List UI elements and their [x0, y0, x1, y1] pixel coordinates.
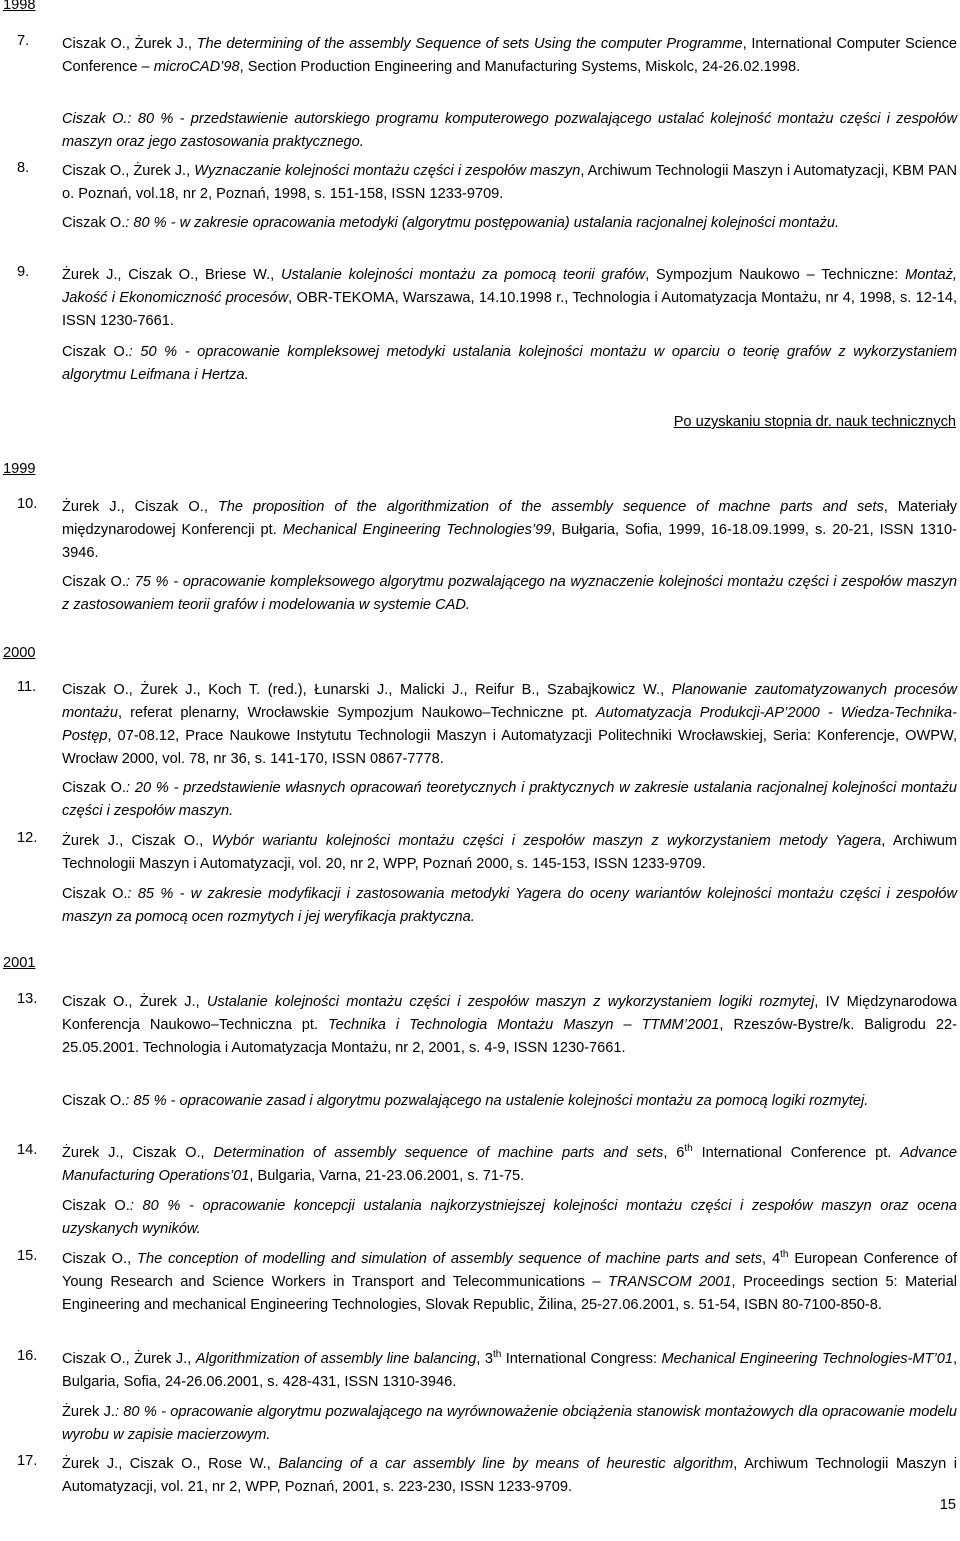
entry-number: 13.: [17, 991, 38, 1007]
year-1999: 1999: [3, 461, 36, 477]
entry-contribution-note: Żurek J.: 80 % - opracowanie algorytmu pozwalającego na wyrównoważenie obciążenia stanowisk montażowych dla opracowanie modelu wyrobu w zapisie macierzowym.: [62, 1404, 957, 1443]
entry-number: 11.: [17, 679, 37, 695]
entry-contribution-note: Ciszak O.: 75 % - opracowanie kompleksowego algorytmu pozwalającego na wyznaczenie kolejności montażu części i zespołów maszyn z zastosowaniem teorii grafów i modelowania w systemie CAD.: [62, 574, 958, 613]
year-1998: 1998: [3, 0, 36, 13]
entry-number: 14.: [17, 1142, 38, 1158]
entry-contribution-note: Ciszak O.: 50 % - opracowanie kompleksowej metodyki ustalania kolejności montażu w oparciu o teorię grafów z wykorzystaniem algorytmu Leifmana i Hertza.: [62, 344, 958, 383]
entry-citation: Żurek J., Ciszak O., Briese W., Ustalanie kolejności montażu za pomocą teorii grafów, Sympozjum Naukowo – Techniczne: Montaż, Jakość i Ekonomiczność procesów, OBR-TEKOMA, Warszawa, 14.10.1998 r., Technologia i Automatyzacja Montażu, nr 4, 1998, s. 12-14, ISSN 1230-7661.: [62, 267, 958, 329]
entry-number: 7.: [17, 33, 30, 49]
entry-number: 10.: [17, 496, 38, 512]
entry-contribution-note: Ciszak O.: 20 % - przedstawienie własnych opracowań teoretycznych i praktycznych w zakresie ustalania racjonalnej kolejności montażu części i zespołów maszyn.: [62, 780, 957, 819]
entry-number: 17.: [17, 1453, 38, 1469]
year-2001: 2001: [3, 955, 36, 971]
entry-citation: Żurek J., Ciszak O., Rose W., Balancing of a car assembly line by means of heurestic algorithm, Archiwum Technologii Maszyn i Automatyzacji, vol. 21, nr 2, WPP, Poznań, 2001, s. 223-230, ISSN 1233-9709.: [62, 1456, 957, 1495]
entry-number: 12.: [17, 830, 38, 846]
entry-citation: Ciszak O., Żurek J., Wyznaczanie kolejności montażu części i zespołów maszyn, Archiwum Technologii Maszyn i Automatyzacji, KBM PAN o. Poznań, vol.18, nr 2, Poznań, 1998, s. 151-158, ISSN 1233-9709.: [62, 163, 957, 202]
entry-citation: Żurek J., Ciszak O., The proposition of the algorithmization of the assembly sequence of machne parts and sets, Materiały międzynarodowej Konferencji pt. Mechanical Engineering Technologies’99, Bułgaria, Sofia, 1999, 16-18.09.1999, s. 20-21, ISSN 1310-3946.: [62, 499, 958, 561]
page-number: 15: [939, 1497, 956, 1513]
entry-number: 8.: [17, 160, 30, 176]
entry-contribution-note: Ciszak O.: 85 % - w zakresie modyfikacji i zastosowania metodyki Yagera do oceny wariantów kolejności montażu części i zespołów maszyn za pomocą ocen rozmytych i jej weryfikacja praktyczna.: [62, 886, 957, 925]
entry-citation: Żurek J., Ciszak O., Wybór wariantu kolejności montażu części i zespołów maszyn z wykorzystaniem metody Yagera, Archiwum Technologii Maszyn i Automatyzacji, vol. 20, nr 2, WPP, Poznań 2000, s. 145-153, ISSN 1233-9709.: [62, 833, 957, 872]
entry-citation: Ciszak O., Żurek J., Ustalanie kolejności montażu części i zespołów maszyn z wykorzystaniem logiki rozmytej, IV Międzynarodowa Konferencja Naukowo–Techniczna pt. Technika i Technologia Montażu Maszyn – TTMM’2001, Rzeszów-Bystre/k. Baligrodu 22-25.05.2001. Technologia i Automatyzacja Montażu, nr 2, 2001, s. 4-9, ISSN 1230-7661.: [62, 994, 957, 1056]
year-2000: 2000: [3, 645, 36, 661]
entry-citation: Ciszak O., Żurek J., Koch T. (red.), Łunarski J., Malicki J., Reifur B., Szabajkowicz W., Planowanie zautomatyzowanych procesów montażu, referat plenarny, Wrocławskie Sympozjum Naukowo–Techniczne pt. Automatyzacja Produkcji-AP’2000 - Wiedza-Technika-Postęp, 07-08.12, Prace Naukowe Instytutu Technologii Maszyn i Automatyzacji Politechniki Wrocławskiej, Seria: Konferencje, OWPW, Wrocław 2000, vol. 78, nr 36, s. 141-170, ISSN 0867-7778.: [62, 682, 958, 767]
entry-contribution-note: Ciszak O.: 80 % - przedstawienie autorskiego programu komputerowego pozwalającego ustalać kolejność montażu części i zespołów maszyn oraz jego zastosowania praktycznego.: [62, 111, 958, 150]
entry-citation: Ciszak O., Żurek J., The determining of the assembly Sequence of sets Using the computer Programme, International Computer Science Conference – microCAD’98, Section Production Engineering and Manufacturing Systems, Miskolc, 24-26.02.1998.: [62, 36, 957, 75]
entry-contribution-note: Ciszak O.: 85 % - opracowanie zasad i algorytmu pozwalającego na ustalenie kolejności montażu za pomocą logiki rozmytej.: [62, 1093, 869, 1109]
entry-contribution-note: Ciszak O.: 80 % - w zakresie opracowania metodyki (algorytmu postępowania) ustalania racjonalnej kolejności montażu.: [62, 215, 840, 231]
entry-contribution-note: Ciszak O.: 80 % - opracowanie koncepcji ustalania najkorzystniejszej kolejności montażu części i zespołów maszyn oraz ocena uzyskanych wyników.: [62, 1198, 958, 1237]
entry-number: 9.: [17, 264, 30, 280]
entry-number: 16.: [17, 1348, 38, 1364]
entry-number: 15.: [17, 1248, 38, 1264]
signature-line: Po uzyskaniu stopnia dr. nauk technicznych: [673, 414, 956, 430]
entry-citation: Żurek J., Ciszak O., Determination of assembly sequence of machine parts and sets, 6th International Conference pt. Advance Manufacturing Operations’01, Bulgaria, Varna, 21-23.06.2001, s. 71-75.: [62, 1143, 957, 1184]
entry-citation: Ciszak O., Żurek J., Algorithmization of assembly line balancing, 3th International Congress: Mechanical Engineering Technologies-MT’01, Bulgaria, Sofia, 24-26.06.2001, s. 428-431, ISSN 1310-3946.: [62, 1349, 957, 1390]
entry-citation: Ciszak O., The conception of modelling and simulation of assembly sequence of machine parts and sets, 4th European Conference of Young Research and Science Workers in Transport and Telecommunications – TRANSCOM 2001, Proceedings section 5: Material Engineering and mechanical Engineering Technologies, Slovak Republic, Žilina, 25-27.06.2001, s. 51-54, ISBN 80-7100-850-8.: [62, 1249, 958, 1313]
